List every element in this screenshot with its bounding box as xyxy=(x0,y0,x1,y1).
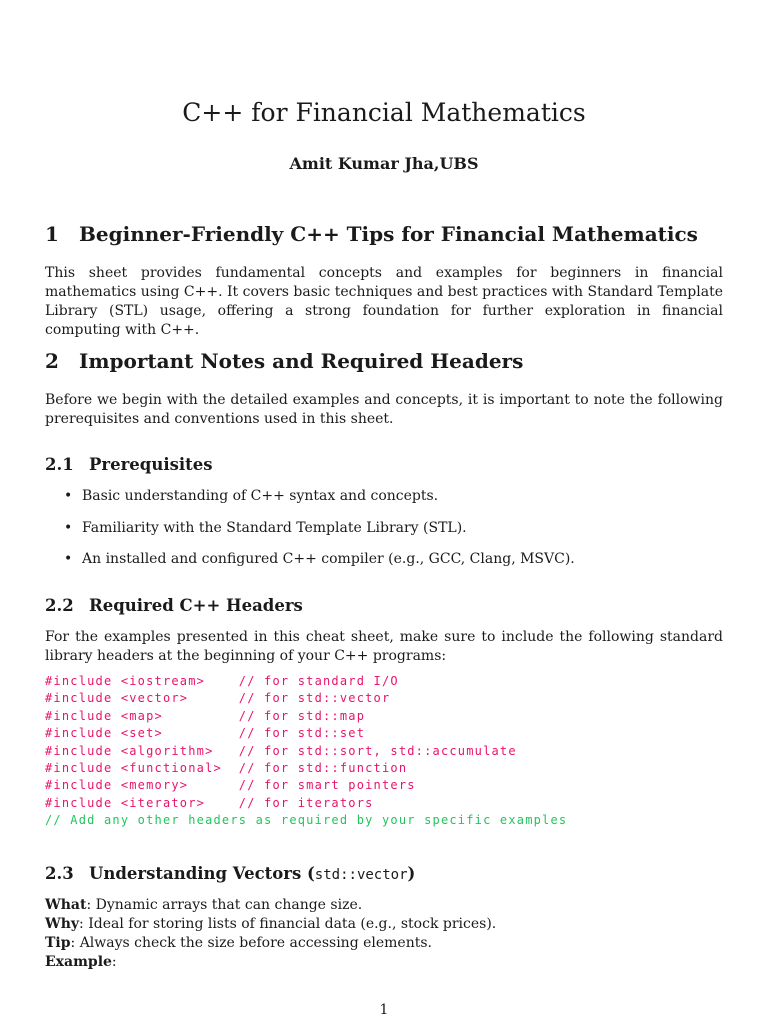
tip-label: Tip xyxy=(45,935,71,951)
why-label: Why xyxy=(45,916,80,932)
subsection-title: Required C++ Headers xyxy=(89,596,303,615)
code-line: #include <functional> // for std::function xyxy=(45,760,408,775)
subsection-2-2-paragraph: For the examples presented in this cheat sheet, make sure to include the following standard library headers at the beginning of your C++ programs: xyxy=(45,629,723,664)
page-number: 1 xyxy=(379,1002,389,1018)
list-item: • Basic understanding of C++ syntax and concepts. xyxy=(64,488,439,504)
what-line: What: Dynamic arrays that can change size. xyxy=(45,897,363,913)
code-comment-line: // Add any other headers as required by your specific examples xyxy=(45,813,568,828)
subsection-number: 2.3 xyxy=(45,864,74,883)
example-label: Example xyxy=(45,954,112,970)
list-item: • An installed and configured C++ compiler (e.g., GCC, Clang, MSVC). xyxy=(64,551,575,567)
section-title: Important Notes and Required Headers xyxy=(79,349,524,373)
example-line: Example: xyxy=(45,954,117,970)
document-author: Amit Kumar Jha,UBS xyxy=(289,154,479,173)
code-line: #include <memory> // for smart pointers xyxy=(45,778,416,793)
subsection-2-1-heading xyxy=(45,455,213,474)
code-line: #include <vector> // for std::vector xyxy=(45,691,391,706)
subsection-title: Prerequisites xyxy=(89,455,213,474)
bullet-icon: • xyxy=(64,488,73,504)
prerequisites-list xyxy=(64,487,575,582)
subsection-2-3-heading xyxy=(45,864,415,883)
code-line: #include <algorithm> // for std::sort, std::accumulate xyxy=(45,743,517,758)
section-2-heading xyxy=(45,349,523,373)
headers-code-block xyxy=(45,673,567,830)
subsection-title-code: std::vector xyxy=(314,867,408,883)
bullet-icon: • xyxy=(64,551,73,567)
bullet-icon: • xyxy=(64,519,73,536)
document-title: C++ for Financial Mathematics xyxy=(182,98,586,127)
code-line: #include <iterator> // for iterators xyxy=(45,795,374,810)
tip-line: Tip: Always check the size before accessing elements. xyxy=(45,935,432,951)
subsection-title: Understanding Vectors ( xyxy=(89,864,315,883)
list-item: • Familiarity with the Standard Template Library (STL). xyxy=(64,519,467,536)
section-title: Beginner-Friendly C++ Tips for Financial Mathematics xyxy=(79,222,698,246)
section-2-paragraph: Before we begin with the detailed examples and concepts, it is important to note the following prerequisites and conventions used in this sheet. xyxy=(45,392,723,427)
section-number: 1 xyxy=(45,222,59,246)
vector-definitions xyxy=(45,896,496,972)
subsection-2-2-heading xyxy=(45,596,303,615)
why-line: Why: Ideal for storing lists of financial data (e.g., stock prices). xyxy=(45,916,497,932)
subsection-number: 2.1 xyxy=(45,455,74,474)
code-line: #include <set> // for std::set xyxy=(45,726,366,741)
code-line: #include <iostream> // for standard I/O xyxy=(45,674,399,688)
section-1-heading xyxy=(45,222,698,246)
subsection-title-close: ) xyxy=(407,864,416,883)
what-label: What xyxy=(45,897,87,913)
section-1-paragraph: This sheet provides fundamental concepts and examples for beginners in financial mathematics using C++. It covers basic techniques and best practices with Standard Template Library (STL) usage, offering a strong foundation for further exploration in financial computing with C++. xyxy=(45,265,723,338)
section-number: 2 xyxy=(45,349,59,373)
code-line: #include <map> // for std::map xyxy=(45,708,366,723)
subsection-number: 2.2 xyxy=(45,596,74,615)
